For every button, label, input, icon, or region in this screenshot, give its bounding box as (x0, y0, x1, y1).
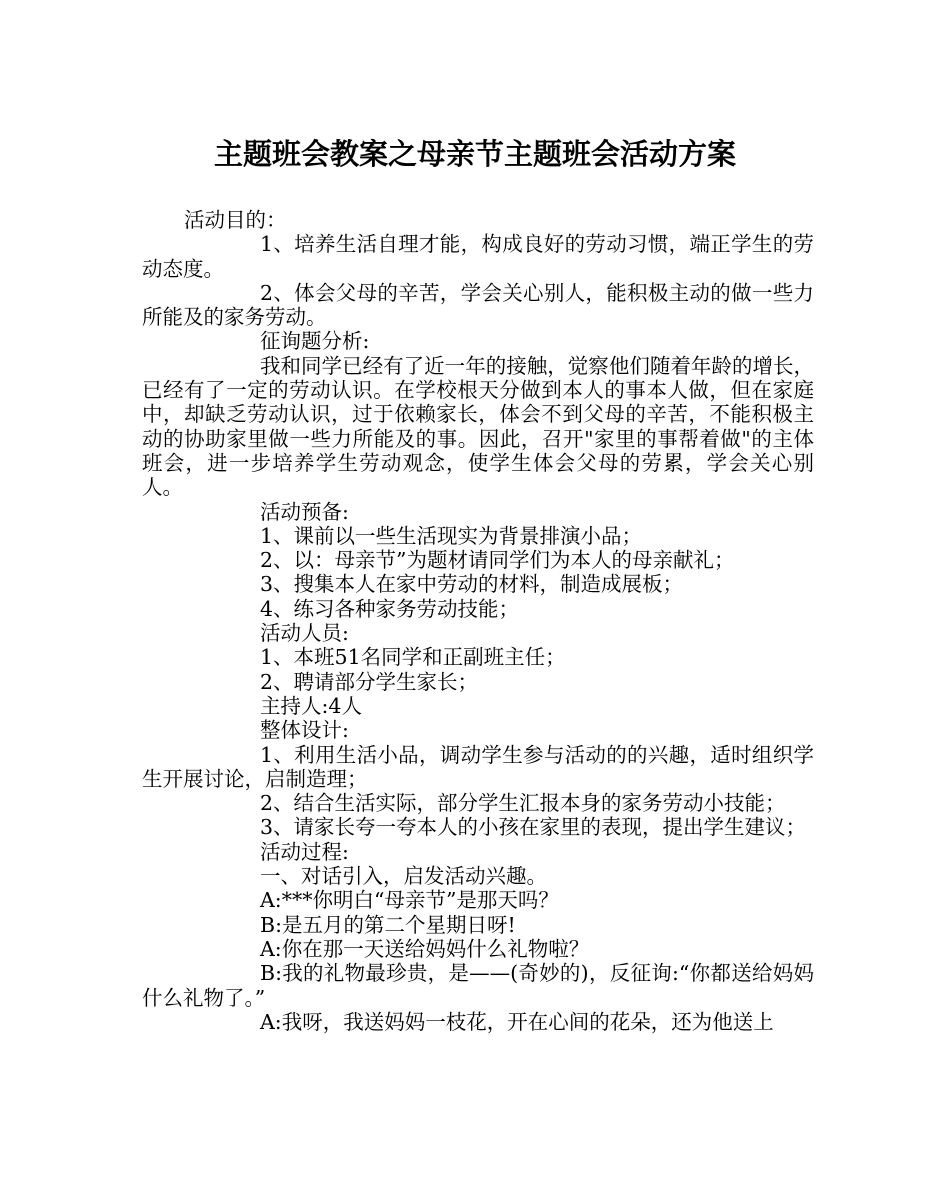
paragraph: A:***你明白“母亲节”是那天吗？ (260, 888, 559, 913)
paragraph: B:是五月的第二个星期日呀! (260, 912, 516, 937)
paragraph: 活动目的： (184, 208, 287, 232)
paragraph: 2、聘请部分学生家长； (260, 669, 479, 694)
paragraph: B:我的礼物最珍贵，是——(奇妙的)，反征询:“你都送给妈妈什么礼物了。” (142, 961, 814, 1010)
document-body (142, 208, 814, 1034)
paragraph: 活动预备: (260, 499, 349, 524)
paragraph: 2、以：母亲节”为题材请同学们为本人的母亲献礼； (260, 548, 735, 573)
paragraph: A:我呀，我送妈妈一枝花，开在心间的花朵，还为他送上 (260, 1009, 774, 1034)
paragraph: 1、培养生活自理才能，构成良好的劳动习惯，端正学生的劳动态度。 (142, 232, 814, 281)
paragraph: 3、搜集本人在家中劳动的材料，制造成展板； (260, 572, 684, 597)
paragraph: 整体设计: (260, 718, 349, 743)
paragraph: 活动人员: (260, 621, 349, 646)
paragraph: 一、对话引入，启发活动兴趣。 (260, 864, 547, 889)
paragraph: 3、请家长夸一夸本人的小孩在家里的表现，提出学生建议； (260, 815, 807, 840)
paragraph: 1、课前以一些生活现实为背景排演小品； (260, 523, 643, 548)
paragraph: 主持人:4人 (260, 693, 362, 718)
paragraph: 1、利用生活小品，调动学生参与活动的的兴趣，适时组织学生开展讨论，启制造理； (142, 742, 814, 791)
paragraph: A:你在那一天送给妈妈什么礼物啦？ (260, 936, 590, 961)
paragraph: 我和同学已经有了近一年的接触，觉察他们随着年龄的增长，已经有了一定的劳动认识。在学校根天分做到本人的事本人做，但在家庭中，却缺乏劳动认识，过于依赖家长，体会不到父母的辛苦，不能积极主动的协助家里做一些力所能及的事。因此，召开"家里的事帮着做"的主体班会，进一步培养学生劳动观念，使学生体会父母的劳累，学会关心别人。 (142, 353, 814, 500)
paragraph: 征询题分析: (260, 329, 370, 354)
paragraph: 2、体会父母的辛苦，学会关心别人，能积极主动的做一些力所能及的家务劳动。 (142, 280, 814, 330)
document-title: 主题班会教案之母亲节主题班会活动方案 (213, 137, 736, 171)
paragraph: 2、结合生活实际，部分学生汇报本身的家务劳动小技能； (260, 791, 786, 816)
paragraph: 活动过程: (260, 839, 349, 864)
paragraph: 1、本班51名同学和正副班主任； (260, 645, 566, 670)
paragraph: 4、练习各种家务劳动技能； (260, 596, 520, 621)
